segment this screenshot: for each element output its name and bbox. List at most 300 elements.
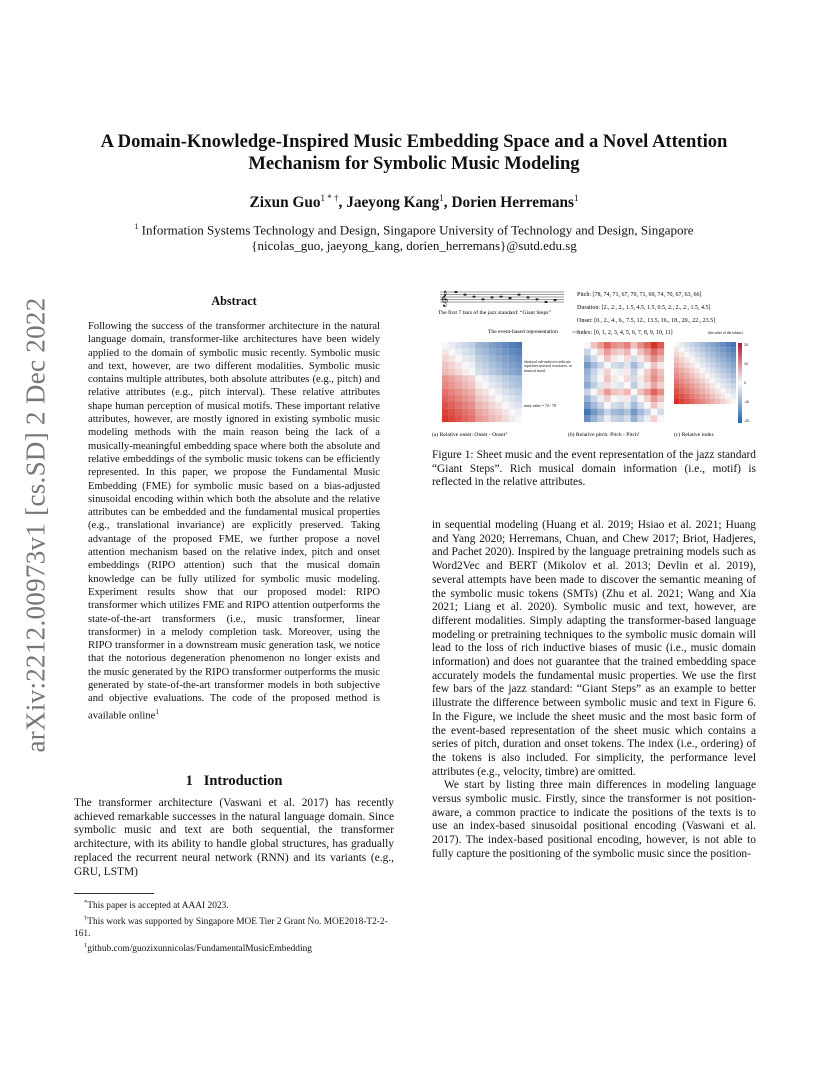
heatmap-cell <box>515 389 522 396</box>
heatmap-cell <box>651 409 658 416</box>
heatmap-cell <box>715 378 720 383</box>
figure-caption <box>432 449 756 490</box>
heatmap-cell <box>509 362 516 369</box>
heatmap-cell <box>617 402 624 409</box>
heatmap-cell <box>674 399 679 404</box>
heatmap-cell <box>695 342 700 347</box>
heatmap-cell <box>462 375 469 382</box>
heatmap-cell <box>624 409 631 416</box>
heatmap-cell <box>509 395 516 402</box>
heatmap-cell <box>657 415 664 422</box>
heatmap-cell <box>455 342 462 349</box>
heatmap-cell <box>637 415 644 422</box>
heatmap-cell <box>710 383 715 388</box>
heatmap-cell <box>604 375 611 382</box>
heatmap-cell <box>726 394 731 399</box>
heatmap-cell <box>705 363 710 368</box>
heatmap-cell <box>515 395 522 402</box>
heatmap-cell <box>715 363 720 368</box>
heatmap-cell <box>684 352 689 357</box>
heatmap-cell <box>624 355 631 362</box>
heatmap-cell <box>684 399 689 404</box>
heatmap-cell <box>489 349 496 356</box>
heatmap-cell <box>489 362 496 369</box>
heatmap-cell <box>455 395 462 402</box>
heatmap-cell <box>710 399 715 404</box>
heatmap-cell <box>637 395 644 402</box>
heatmap-cell <box>705 399 710 404</box>
footnote-text[interactable]: github.com/guozixunnicolas/FundamentalMusicEmbedding <box>87 944 312 955</box>
heatmap-cell <box>455 355 462 362</box>
footnote-mark: * <box>84 899 88 906</box>
heatmap-cell <box>700 363 705 368</box>
pitch-row: Pitch: [78, 74, 71, 67, 70, 71, 69, 74, 70, 67, 63, 66] <box>577 292 702 298</box>
heatmap-cell <box>455 415 462 422</box>
heatmap-cell <box>684 373 689 378</box>
heatmap-cell <box>469 342 476 349</box>
heatmap-cell <box>489 415 496 422</box>
heatmap-cell <box>715 389 720 394</box>
heatmap-cell <box>515 382 522 389</box>
heatmap-cell <box>591 402 598 409</box>
heatmap-cell <box>726 389 731 394</box>
heatmap-cell <box>495 349 502 356</box>
heatmap-cell <box>502 369 509 376</box>
author-list <box>74 193 754 212</box>
note-head <box>499 296 502 298</box>
footnote-mark: † <box>84 914 88 922</box>
heatmap-cell <box>690 358 695 363</box>
heatmap-cell <box>690 363 695 368</box>
heatmap-cell <box>495 362 502 369</box>
heatmap-cell <box>617 342 624 349</box>
heatmap-cell <box>482 342 489 349</box>
heatmap-cell <box>584 382 591 389</box>
colorbar-tick: 0 <box>744 381 746 385</box>
heatmap-cell <box>644 415 651 422</box>
abstract-heading: Abstract <box>211 294 257 308</box>
heatmap-cell <box>442 349 449 356</box>
heatmap-cell <box>604 355 611 362</box>
heatmap-cell <box>475 389 482 396</box>
heatmap-cell <box>700 399 705 404</box>
heatmap-cell <box>604 409 611 416</box>
heatmap-cell <box>591 355 598 362</box>
heatmap-cell <box>509 375 516 382</box>
footnote <box>74 897 394 913</box>
heatmap-cell <box>624 369 631 376</box>
heatmap-cell <box>502 375 509 382</box>
heatmap-cell <box>584 395 591 402</box>
heatmap-cell <box>502 362 509 369</box>
heatmap-cell <box>644 395 651 402</box>
heatmap-cell <box>509 415 516 422</box>
heatmap-cell <box>515 409 522 416</box>
heatmap-cell <box>462 409 469 416</box>
heatmap-cell <box>695 399 700 404</box>
heatmap-cell <box>591 389 598 396</box>
heatmap-cell <box>690 352 695 357</box>
heatmap-cell <box>624 402 631 409</box>
heatmap-cell <box>721 363 726 368</box>
heatmap-cell <box>657 409 664 416</box>
section-number: 1 <box>185 773 193 789</box>
heatmap-cell <box>684 394 689 399</box>
heatmap-cell <box>700 352 705 357</box>
heatmap-cell <box>631 369 638 376</box>
heatmap-cell <box>700 389 705 394</box>
heatmap-cell <box>591 369 598 376</box>
heatmap-cell <box>674 378 679 383</box>
author-mark: 1 <box>439 193 444 203</box>
heatmap-cell <box>442 389 449 396</box>
heatmap-cell <box>475 402 482 409</box>
heatmap-cell <box>710 368 715 373</box>
footnotes <box>74 897 394 956</box>
annotation-box <box>524 360 574 396</box>
heatmap-cell <box>674 394 679 399</box>
heatmap-cell <box>449 402 456 409</box>
abstract-body <box>88 320 380 722</box>
heatmap-cell <box>515 369 522 376</box>
heatmap-cell <box>584 349 591 356</box>
heatmap-cell <box>449 355 456 362</box>
heatmap-cell <box>482 389 489 396</box>
paragraph: in sequential modeling (Huang et al. 2019; Hsiao et al. 2021; Huang and Yang 2020; Herremans, Chuan, and Chew 2017; Briot, Hadjeres, and Pachet 2020). Inspired by the language pretraining models such as Word2Vec and BERT (Mikolov et al. 2013; Devlin et al. 2019), several attempts have been made to discover the semantic meaning of the symbolic music tokens (SMTs) (Zhu et al. 2021; Wang and Xia 2021; Liang et al. 2020). Symbolic music and text, however, are different modalities. Simply adapting the transformer-based language modeling or pretraining techniques to the symbolic music domain will lead to the loss of rich inductive biases of music (i.e., music domain information) and does not guarantee that the trained embedding space accurately models the fundamental music properties. We use the first few bars of the jazz standard: “Giant Steps” as an example to better illustrate the difference between symbolic music and text in Figure 6. In the Figure, we include the sheet music and the most basic form of the event-based representation of the sheet music which contains a series of pitch, duration and onset tokens. The index (i.e., ordering) of the tokens is also included. For simplicity, the performance level attributes (e.g., velocity, timbre) are omitted. <box>432 519 756 778</box>
heatmap-cell <box>657 369 664 376</box>
heatmap-cell <box>644 349 651 356</box>
entry-label: entry value = 74 - 78 <box>524 404 556 408</box>
author-emails: {nicolas_guo, jaeyong_kang, dorien_herremans}@sutd.edu.sg <box>251 238 577 254</box>
heatmap-cell <box>611 369 618 376</box>
heatmap-cell <box>475 349 482 356</box>
heatmap-cell <box>509 382 516 389</box>
heatmap-cell <box>674 358 679 363</box>
heatmap-cell <box>482 402 489 409</box>
heatmap-cell <box>700 378 705 383</box>
heatmap-cell <box>637 349 644 356</box>
heatmap-cell <box>611 362 618 369</box>
heatmap-cell <box>700 373 705 378</box>
heatmap-cell <box>715 373 720 378</box>
heatmap-cell <box>611 355 618 362</box>
heatmap-cell <box>637 402 644 409</box>
heatmap-cell <box>455 402 462 409</box>
heatmap-cell <box>679 394 684 399</box>
heatmap-cell <box>509 349 516 356</box>
heatmap-cell <box>482 349 489 356</box>
heatmap-cell <box>604 389 611 396</box>
heatmap-cell <box>679 347 684 352</box>
heatmap-cell <box>449 375 456 382</box>
heatmap-cell <box>469 409 476 416</box>
heatmap-cell <box>495 382 502 389</box>
heatmap-cell <box>695 347 700 352</box>
heatmap-cell <box>631 349 638 356</box>
heatmap-cell <box>710 347 715 352</box>
heatmap-cell <box>442 362 449 369</box>
heatmap-cell <box>617 389 624 396</box>
heatmap-cell <box>690 373 695 378</box>
heatmap-cell <box>674 363 679 368</box>
heatmap-cell <box>469 415 476 422</box>
colorbar <box>738 343 742 423</box>
heatmap-cell <box>469 362 476 369</box>
heatmap-cell <box>726 342 731 347</box>
heatmap-cell <box>482 409 489 416</box>
heatmap-cell <box>449 349 456 356</box>
abstract-text: Following the success of the transformer architecture in the natural language domain, transformer-like architectures have been widely applied to the domain of symbolic music recently. Symbolic music and text, however, are two different modalities. Symbolic music contains multiple attributes, both absolute attributes (e.g., pitch) and relative attributes (e.g., pitch interval). These relative attributes shape human perception of musical motifs. These important relative attributes, however, are mostly ignored in existing symbolic music modeling methods with the main reason being the lack of a musically-meaningful embedding space where both the absolute and relative embeddings of the symbolic music tokens can be efficiently represented. In this paper, we propose the Fundamental Music Embedding (FME) for symbolic music based on a bias-adjusted sinusoidal encoding within which both the absolute and the relative attributes can be embedded and the fundamental musical properties (e.g., translational invariance) are explicitly preserved. Taking advantage of the proposed FME, we further propose a novel attention mechanism based on the relative index, pitch and onset embeddings (RIPO attention) such that the musical domain knowledge can be fully utilized for symbolic music modeling. Experiment results show that our proposed model: RIPO transformer which utilizes FME and RIPO attention outperforms the state-of-the-art transformers (i.e., music transformer, linear transformer) in a melody completion task. Moreover, using the RIPO transformer in a downstream music generation task, we notice that the notorious degeneration phenomenon no longer exists and the music generated by the RIPO transformer outperforms the music generated by state-of-the-art transformer models in both subjective and objective evaluations. The code of the proposed method is available online <box>88 321 380 722</box>
heatmap-cell <box>644 402 651 409</box>
heatmap-cell <box>597 402 604 409</box>
note-head <box>454 291 457 293</box>
heatmap-cell <box>657 382 664 389</box>
heatmap-cell <box>690 399 695 404</box>
heatmap-cell <box>651 369 658 376</box>
heatmap-cell <box>700 347 705 352</box>
heatmap-cell <box>726 383 731 388</box>
author-mark: 1 <box>573 193 579 203</box>
heatmap-cell <box>710 389 715 394</box>
heatmap-cell <box>690 368 695 373</box>
note-head <box>544 301 547 303</box>
heatmap-cell <box>651 375 658 382</box>
heatmap-cell <box>442 402 449 409</box>
note-head <box>526 296 529 298</box>
note-head <box>508 297 511 299</box>
heatmap-cell <box>515 349 522 356</box>
heatmap-cell <box>495 369 502 376</box>
heatmap-cell <box>502 409 509 416</box>
heatmap-cell <box>604 369 611 376</box>
heatmap-cell <box>674 373 679 378</box>
heatmap-cell <box>475 409 482 416</box>
heatmap-cell <box>611 402 618 409</box>
heatmap-cell <box>475 415 482 422</box>
heatmap-cell <box>617 415 624 422</box>
arxiv-identifier: arXiv:2212.00973v1 [cs.SD] 2 Dec 2022 <box>20 297 51 753</box>
footnote-mark: 1 <box>84 942 88 950</box>
affiliation-block <box>74 219 754 254</box>
heatmap-cell <box>449 369 456 376</box>
heatmap-cell <box>455 382 462 389</box>
heatmap-cell <box>442 409 449 416</box>
heatmap-cell <box>604 395 611 402</box>
heatmap-cell <box>584 415 591 422</box>
heatmap-cell <box>679 368 684 373</box>
heatmap-cell <box>475 362 482 369</box>
heatmap-cell <box>721 373 726 378</box>
heatmap-cell <box>455 349 462 356</box>
heatmap-cell <box>695 358 700 363</box>
author-name: Jaeyong Kang <box>346 194 440 212</box>
note-head <box>553 299 556 301</box>
heatmap-cell <box>721 389 726 394</box>
heatmap-cell <box>597 375 604 382</box>
heatmap-cell <box>495 395 502 402</box>
heatmap-cell <box>584 369 591 376</box>
heatmap-cell <box>584 362 591 369</box>
heatmap-cell <box>475 375 482 382</box>
heatmap-cell <box>455 409 462 416</box>
note-head <box>517 294 520 296</box>
heatmap-cell <box>731 368 736 373</box>
heatmap-cell <box>684 378 689 383</box>
heatmap-cell <box>679 342 684 347</box>
heatmap-cell <box>731 373 736 378</box>
heatmap-cell <box>475 395 482 402</box>
heatmap-cell <box>489 402 496 409</box>
heatmap-cell <box>624 362 631 369</box>
heatmap-cell <box>644 375 651 382</box>
heatmap-cell <box>462 362 469 369</box>
heatmap-cell <box>715 352 720 357</box>
heatmap-cell <box>591 362 598 369</box>
heatmap-cell <box>462 355 469 362</box>
heatmap-cell <box>721 352 726 357</box>
heatmap-cell <box>690 342 695 347</box>
heatmap-cell <box>509 342 516 349</box>
author-name: Zixun Guo <box>249 194 321 212</box>
heatmap-cell <box>475 342 482 349</box>
heatmap-cell <box>710 394 715 399</box>
heatmap-cell <box>462 402 469 409</box>
onset-row: Onset: [0., 2., 4., 6., 7.5, 12., 13.5, 16., 18., 20., 22., 23.5] <box>577 318 716 324</box>
heatmap-cell <box>657 342 664 349</box>
heatmap-cell <box>631 342 638 349</box>
heatmap-cell <box>495 389 502 396</box>
heatmap-cell <box>684 342 689 347</box>
heatmap-cell <box>584 342 591 349</box>
heatmap-cell <box>631 389 638 396</box>
heatmap-cell <box>584 355 591 362</box>
heatmap-cell <box>710 373 715 378</box>
heatmap-cell <box>651 362 658 369</box>
heatmap-cell <box>674 342 679 347</box>
heatmap-cell <box>489 409 496 416</box>
heatmap-cell <box>591 349 598 356</box>
heatmap-cell <box>700 358 705 363</box>
section-title: Introduction <box>203 773 283 789</box>
heatmap-cell <box>449 415 456 422</box>
heatmap-cell <box>515 375 522 382</box>
heatmap-cell <box>509 369 516 376</box>
heatmap-cell <box>604 382 611 389</box>
heatmap-cell <box>604 342 611 349</box>
heatmap-cell <box>462 342 469 349</box>
heatmap-cell <box>631 415 638 422</box>
heatmap-cell <box>482 395 489 402</box>
heatmap-cell <box>469 389 476 396</box>
heatmap-cell <box>726 378 731 383</box>
heatmap-cell <box>442 355 449 362</box>
author-separator: , <box>338 194 347 212</box>
heatmap-cell <box>502 389 509 396</box>
heatmap-cell <box>657 349 664 356</box>
heatmap-cell <box>674 389 679 394</box>
heatmap-cell <box>715 383 720 388</box>
heatmap-cell <box>495 402 502 409</box>
heatmap-cell <box>617 362 624 369</box>
heatmap-cell <box>469 349 476 356</box>
heatmap-cell <box>726 358 731 363</box>
heatmap-cell <box>690 383 695 388</box>
paper-title: A Domain-Knowledge-Inspired Music Embedding Space and a Novel Attention Mechanism for Symbolic Music Modeling <box>100 131 728 174</box>
heatmap-cell <box>597 342 604 349</box>
introduction-left <box>74 797 394 879</box>
heatmap-cell <box>617 409 624 416</box>
heatmap-cell <box>657 402 664 409</box>
heatmap-cell <box>721 368 726 373</box>
introduction-right <box>432 519 756 862</box>
heatmap-cell <box>624 342 631 349</box>
author-separator: , <box>443 194 452 212</box>
heatmap-cell <box>482 375 489 382</box>
heatmap-cell <box>684 368 689 373</box>
heatmap-cell <box>715 368 720 373</box>
heatmap-cell <box>657 389 664 396</box>
heatmap-cell <box>644 409 651 416</box>
note-head <box>463 294 466 296</box>
heatmap-cell <box>700 383 705 388</box>
heatmap-cell <box>644 369 651 376</box>
heatmap-cell <box>690 389 695 394</box>
sheet-label: The first 7 bars of the jazz standard: “Giant Steps” <box>438 310 551 316</box>
heatmap-cell <box>617 382 624 389</box>
heatmap-cell <box>637 382 644 389</box>
heatmap-cell <box>679 363 684 368</box>
section-heading-introduction <box>74 773 394 790</box>
heatmap-cell <box>679 378 684 383</box>
arxiv-sidebar <box>16 290 56 760</box>
heatmap-cell <box>731 347 736 352</box>
heatmap-cell <box>695 383 700 388</box>
heatmap-cell <box>684 347 689 352</box>
heatmap-cell <box>604 362 611 369</box>
heatmap-cell <box>475 382 482 389</box>
heatmap-cell <box>611 389 618 396</box>
heatmap-cell <box>679 358 684 363</box>
heatmap-cell <box>442 342 449 349</box>
note-head <box>490 296 493 298</box>
heatmap-cell <box>631 395 638 402</box>
heatmap-cell <box>705 378 710 383</box>
heatmap-cell <box>597 415 604 422</box>
heatmap-cell <box>617 349 624 356</box>
heatmap-cell <box>462 415 469 422</box>
heatmap-cell <box>695 394 700 399</box>
heatmap-cell <box>684 389 689 394</box>
treble-clef-icon: 𝄞 <box>440 291 449 307</box>
footnote-rule <box>74 893 154 894</box>
caption-text: Figure 1: Sheet music and the event representation of the jazz standard “Giant Steps”. Rich musical domain information (i.e., motif) is reflected in the relative attributes. <box>432 449 756 489</box>
heatmap-cell <box>651 389 658 396</box>
heatmap-cell <box>631 355 638 362</box>
heatmap-cell <box>624 375 631 382</box>
heatmap-cell <box>705 358 710 363</box>
heatmap-cell <box>449 362 456 369</box>
heatmap-cell <box>495 415 502 422</box>
heatmap-cell <box>455 362 462 369</box>
heatmap-cell <box>611 382 618 389</box>
heatmap-cell <box>726 399 731 404</box>
heatmap-cell <box>651 402 658 409</box>
heatmap-cell <box>515 415 522 422</box>
colorbar-tick: 10 <box>744 362 748 366</box>
heatmap-cell <box>469 395 476 402</box>
heatmap-cell <box>721 358 726 363</box>
heatmap-cell <box>611 349 618 356</box>
